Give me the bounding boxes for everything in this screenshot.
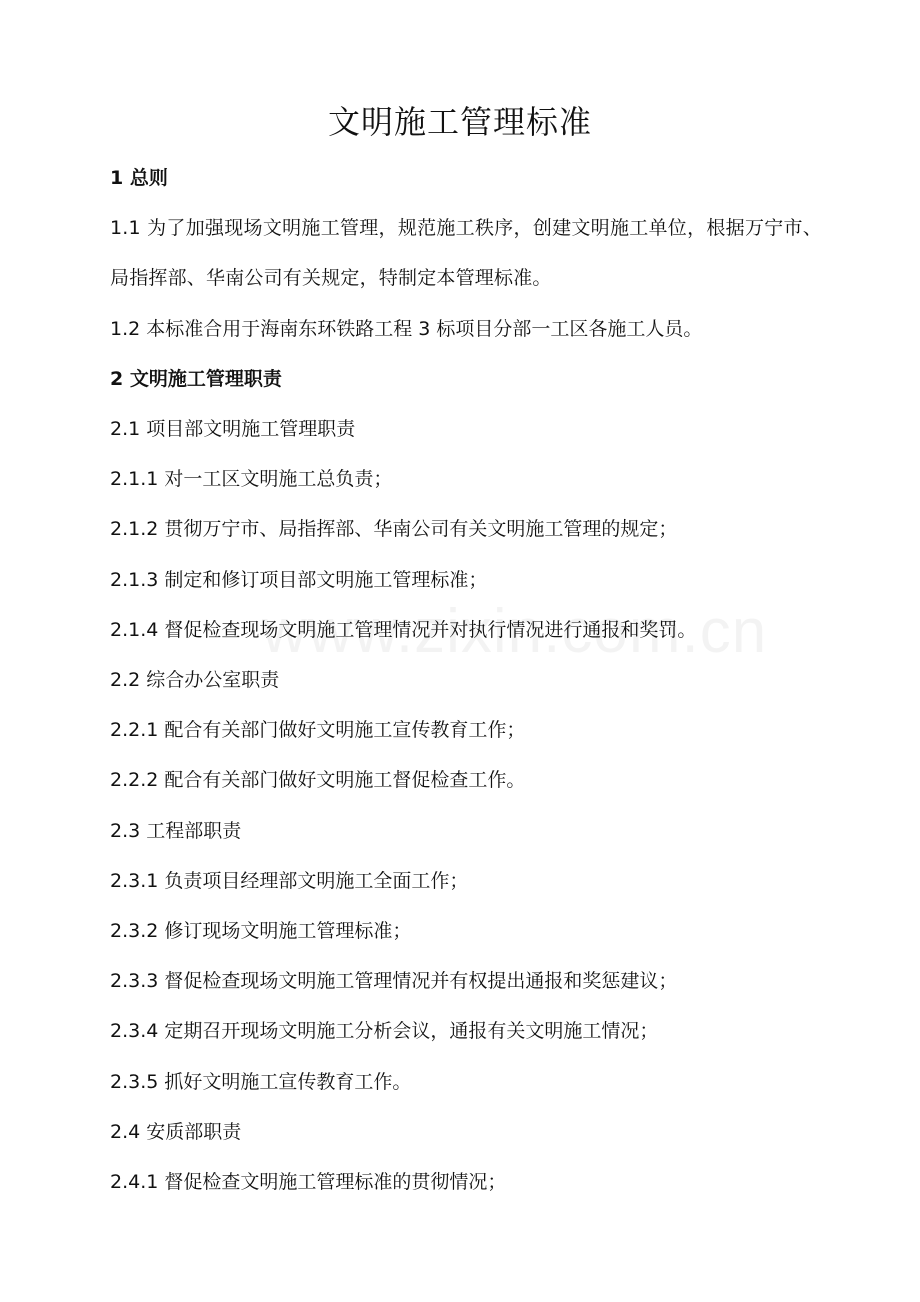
document-body <box>110 153 822 1207</box>
clause-2-1-3: 2.1.3 制定和修订项目部文明施工管理标准； <box>110 568 488 591</box>
clause-2-3-3: 2.3.3 督促检查现场文明施工管理情况并有权提出通报和奖惩建议； <box>110 970 678 993</box>
section-heading-1: 1 总则 <box>110 167 168 189</box>
clause-2-1: 2.1 项目部文明施工管理职责 <box>110 418 356 441</box>
clause-2-3-1: 2.3.1 负责项目经理部文明施工全面工作； <box>110 869 469 892</box>
clause-2-2-1: 2.2.1 配合有关部门做好文明施工宣传教育工作； <box>110 719 526 742</box>
clause-2-1-2: 2.1.2 贯彻万宁市、局指挥部、华南公司有关文明施工管理的规定； <box>110 518 678 541</box>
clause-1-2: 1.2 本标准合用于海南东环铁路工程 3 标项目分部一工区各施工人员。 <box>110 317 703 340</box>
clause-2-3-5: 2.3.5 抓好文明施工宣传教育工作。 <box>110 1070 412 1093</box>
clause-2-3: 2.3 工程部职责 <box>110 819 242 842</box>
clause-2-1-1: 2.1.1 对一工区文明施工总负责； <box>110 468 393 491</box>
clause-2-3-2: 2.3.2 修订现场文明施工管理标准； <box>110 920 412 943</box>
clause-2-2-2: 2.2.2 配合有关部门做好文明施工督促检查工作。 <box>110 769 526 792</box>
clause-2-1-4: 2.1.4 督促检查现场文明施工管理情况并对执行情况进行通报和奖罚。 <box>110 618 697 641</box>
clause-2-4: 2.4 安质部职责 <box>110 1120 242 1143</box>
clause-2-3-4: 2.3.4 定期召开现场文明施工分析会议，通报有关文明施工情况； <box>110 1020 659 1043</box>
clause-2-4-1: 2.4.1 督促检查文明施工管理标准的贯彻情况； <box>110 1171 507 1194</box>
clause-2-2: 2.2 综合办公室职责 <box>110 669 280 692</box>
document-title: 文明施工管理标准 <box>327 103 592 141</box>
clause-1-1: 1.1 为了加强现场文明施工管理，规范施工秩序，创建文明施工单位，根据万宁市、局指挥部、华南公司有关规定，特制定本管理标准。 <box>110 217 822 290</box>
section-heading-2: 2 文明施工管理职责 <box>110 367 282 390</box>
